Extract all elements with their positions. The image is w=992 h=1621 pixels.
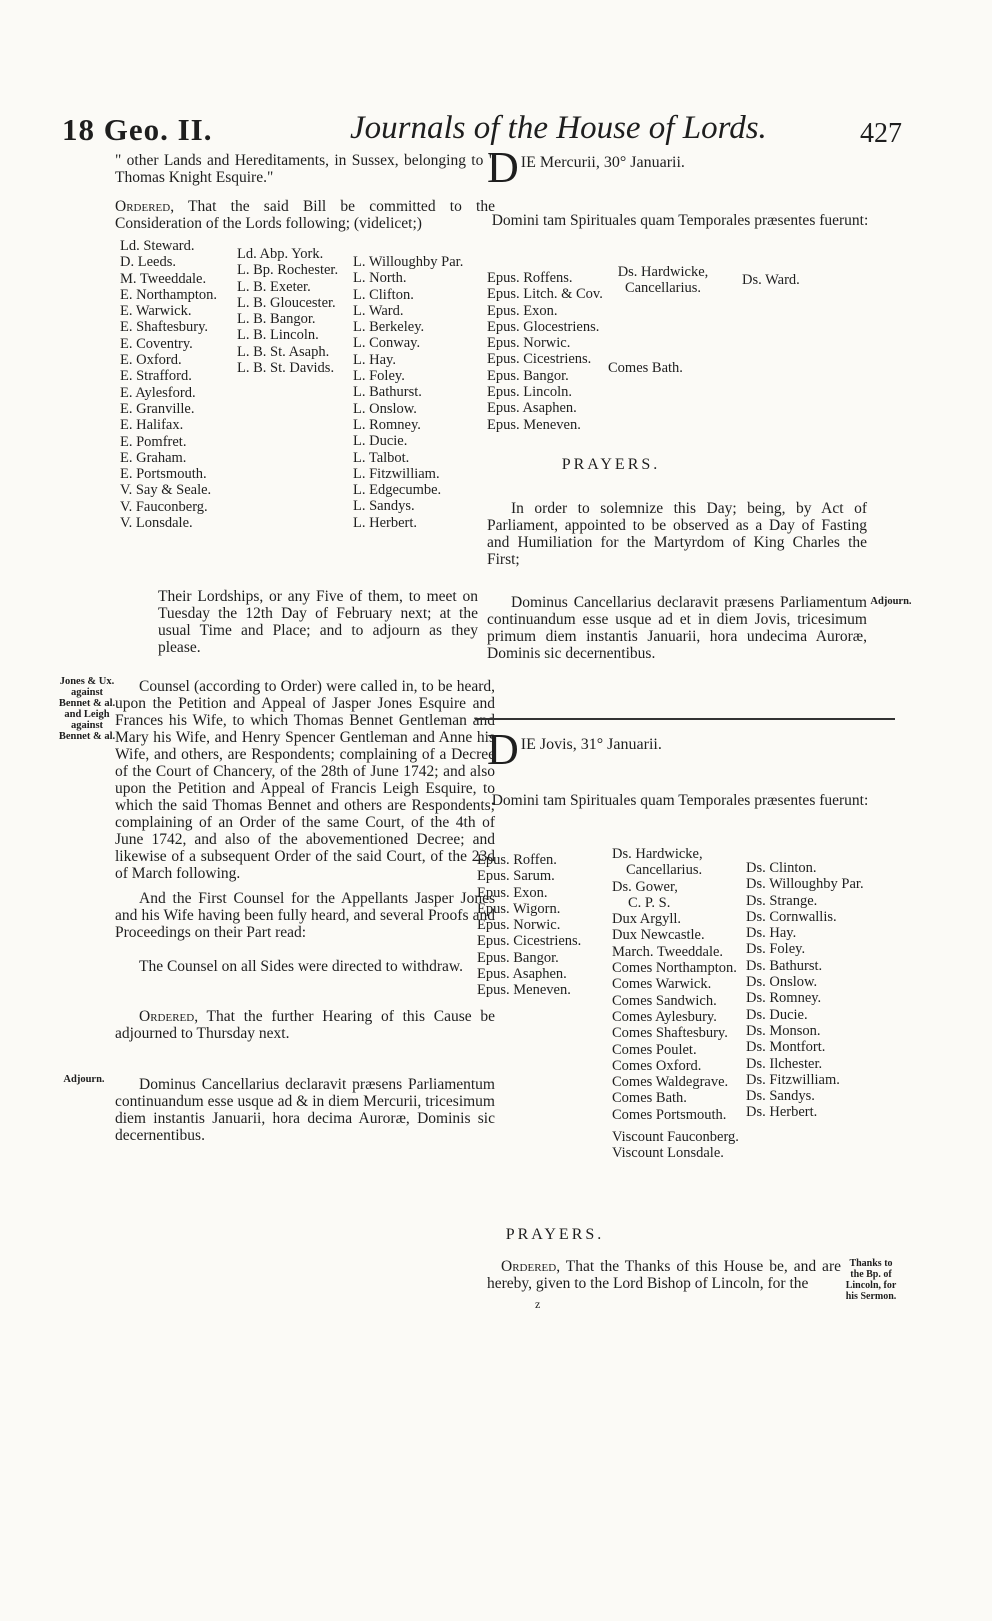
lord-entry: L. Willoughby Par. [353, 254, 464, 270]
attendee-entry: Epus. Roffens. [487, 270, 573, 286]
attendee-entry: Ds. Fitzwilliam. [746, 1071, 840, 1088]
attendee-entry: Ds. Strange. [746, 892, 818, 909]
counsel-paragraph: Counsel (according to Order) were called in, to be heard, upon the Petition and Appeal of Jasper Jones Esquire and Frances his Wife, to which Thomas Bennet Gentleman and Mary his Wife, and Henry Spencer Gentleman and Anne his Wife, and others, are Respondents; complaining of a Decree of the Court of Chancery, of the 28th of June 1742; and also upon the Petition and Appeal of Francis Leigh Esquire, to which the said Thomas Bennet and others are Respondents; complaining of an Order of the same Court, of the 4th of June 1742, and also of the abovementioned Decree; and likewise of a subsequent Order of the said Court, of the 23d of March following. [115, 678, 495, 882]
attendee-entry: Epus. Roffen. [477, 852, 557, 868]
day1-adjournment: Dominus Cancellarius declaravit præsens Parliamentum continuandum esse usque ad et in diem Jovis, tricesimum primum diem instantis Januarii, hora undecima Auroræ, Dominis sic decernentibus. [487, 594, 867, 662]
lord-entry: L. Talbot. [353, 449, 410, 466]
thanks-order-text: That the Thanks of this House be, and are hereby, given to the Lord Bishop of Lincoln, for the [487, 1258, 841, 1292]
attendee-entry: Ds. Clinton. [746, 860, 817, 876]
lord-entry: E. Pomfret. [120, 433, 187, 450]
attendee-entry: Ds. Ducie. [746, 1006, 808, 1023]
lord-entry: E. Aylesford. [120, 384, 196, 401]
attendee-entry: Epus. Wigorn. [477, 900, 561, 917]
attendee-entry: Ds. Hay. [746, 925, 797, 942]
attendee-entry: Epus. Exon. [487, 302, 558, 319]
lord-entry: Ld. Abp. York. [237, 246, 324, 262]
day1-title: IE Mercurii, 30° Januarii. [520, 154, 685, 171]
ordered-word: Ordered, [501, 1258, 561, 1275]
ordered-word: Ordered, [115, 198, 175, 215]
attendee-entry: Dux Newcastle. [612, 927, 705, 944]
lord-entry: E. Shaftesbury. [120, 319, 209, 336]
section-divider [475, 718, 895, 720]
attendee-entry: Ds. Willoughby Par. [746, 876, 864, 893]
day2-dropcap: D [487, 725, 519, 774]
day1-bishops [487, 270, 603, 433]
attendee-entry: Ds. Ward. [742, 272, 800, 288]
attendee-entry: Comes Shaftesbury. [612, 1025, 728, 1042]
day2-heading [487, 725, 867, 774]
header-session: 18 Geo. II. [62, 112, 213, 147]
attendee-entry: Comes Sandwich. [612, 992, 717, 1009]
attendee-entry: C. P. S. [628, 894, 671, 911]
attendee-entry: Ds. Ilchester. [746, 1055, 823, 1072]
attendee-entry: Epus. Norwic. [487, 335, 571, 352]
day1-heading [487, 143, 867, 192]
lords-list-col1 [120, 238, 217, 531]
attendee-entry: Comes Bath. [612, 1090, 687, 1107]
lord-entry: L. Berkeley. [353, 319, 425, 336]
day1-chancellor [608, 264, 718, 297]
attendee-entry: Ds. Onslow. [746, 974, 818, 991]
meeting-instruction: Their Lordships, or any Five of them, to meet on Tuesday the 12th Day of February next; at the usual Time and Place; and to adjourn as they please. [158, 588, 478, 656]
committal-order [115, 198, 495, 232]
lord-entry: L. B. St. Davids. [237, 360, 335, 377]
lord-entry: L. Fitzwilliam. [353, 465, 440, 482]
attendee-entry: Ds. Foley. [746, 941, 806, 958]
attendee-entry: Epus. Meneven. [487, 416, 581, 433]
day1-dropcap: D [487, 143, 519, 192]
attendee-entry: Comes Aylesbury. [612, 1008, 717, 1025]
attendee-entry: Viscount Fauconberg. [612, 1129, 739, 1146]
day2-present: Domini tam Spirituales quam Temporales præsentes fuerunt: [491, 792, 869, 809]
lord-entry: L. Ducie. [353, 433, 408, 450]
lord-entry: L. Edgecumbe. [353, 482, 442, 499]
further-hearing-order [115, 1008, 495, 1042]
attendee-entry: Dux Argyll. [612, 911, 682, 928]
adjournment-paragraph: Dominus Cancellarius declaravit præsens Parliamentum continuandum esse usque ad & in diem Mercurii, tricesimum diem instantis Januarii, hora decima Auroræ, Dominis sic decernentibus. [115, 1076, 495, 1144]
lord-entry: L. Onslow. [353, 400, 417, 417]
attendee-entry: Epus. Lincoln. [487, 384, 572, 401]
attendee-entry: Ds. Hardwicke, [617, 264, 709, 280]
attendee-entry: Epus. Cicestriens. [477, 933, 582, 950]
day2-bishops [477, 852, 581, 999]
lord-entry: L. Herbert. [353, 514, 418, 531]
margin-case-note: Jones & Ux. against Bennet & al. and Leigh against Bennet & al. [58, 676, 116, 742]
attendee-entry: Ds. Gower, [612, 878, 678, 895]
attendee-entry: March. Tweeddale. [612, 943, 724, 960]
lord-entry: L. North. [353, 270, 407, 287]
day2-temporal-lords [612, 846, 739, 1162]
lord-entry: L. B. Gloucester. [237, 294, 336, 311]
attendee-entry: Epus. Meneven. [477, 982, 571, 999]
lord-entry: L. Foley. [353, 368, 405, 385]
signature-mark: z [535, 1297, 541, 1311]
attendee-entry: Epus. Norwic. [477, 917, 561, 934]
attendee-entry: Ds. Monson. [746, 1022, 821, 1039]
attendee-entry: Cancellarius. [624, 280, 702, 297]
attendee-entry: Epus. Exon. [477, 884, 548, 901]
attendee-entry: Epus. Asaphen. [487, 400, 577, 417]
lord-entry: E. Northampton. [120, 286, 218, 303]
withdraw-paragraph: The Counsel on all Sides were directed to withdraw. [139, 958, 463, 975]
lord-entry: V. Say & Seale. [120, 482, 212, 499]
attendee-entry: Comes Northampton. [612, 960, 737, 977]
margin-adjourn-note: Adjourn. [63, 1074, 105, 1085]
lord-entry: E. Warwick. [120, 303, 192, 320]
header-title: Journals of the House of Lords. [350, 110, 767, 146]
lord-entry: E. Coventry. [120, 335, 193, 352]
lord-entry: L. B. Exeter. [237, 278, 311, 295]
page-number: 427 [860, 118, 902, 149]
attendee-entry: Epus. Bangor. [477, 949, 559, 966]
lord-entry: Ld. Steward. [120, 238, 195, 254]
lord-entry: L. B. St. Asaph. [237, 343, 330, 360]
attendee-entry: Viscount Lonsdale. [612, 1145, 724, 1162]
attendee-entry: Comes Waldegrave. [612, 1074, 729, 1091]
attendee-entry: Epus. Cicestriens. [487, 351, 592, 368]
lord-entry: L. Romney. [353, 416, 421, 433]
bill-title-end: " other Lands and Hereditaments, in Sussex, belonging to " Thomas Knight Esquire." [115, 152, 495, 186]
attendee-entry: Ds. Bathurst. [746, 957, 823, 974]
thanks-order [487, 1258, 841, 1292]
lord-entry: E. Graham. [120, 449, 187, 466]
attendee-entry: Ds. Cornwallis. [746, 908, 837, 925]
prayers-heading: PRAYERS. [561, 456, 661, 473]
attendee-entry: Ds. Romney. [746, 990, 822, 1007]
attendee-entry: Comes Portsmouth. [612, 1106, 727, 1123]
lord-entry: E. Granville. [120, 400, 195, 417]
attendee-entry: Ds. Montfort. [746, 1039, 826, 1056]
margin-thanks-note: Thanks to the Bp. of Lincoln, for his Sermon. [845, 1258, 897, 1302]
attendee-entry: Epus. Glocestriens. [487, 318, 600, 335]
attendee-entry: Epus. Asaphen. [477, 966, 567, 983]
lord-entry: L. B. Lincoln. [237, 327, 319, 344]
day2-title: IE Jovis, 31° Januarii. [520, 736, 662, 753]
lord-entry: L. Conway. [353, 335, 421, 352]
attendee-entry: Ds. Sandys. [746, 1088, 815, 1105]
attendee-entry: Comes Poulet. [612, 1041, 697, 1058]
attendee-entry: Cancellarius. [626, 862, 703, 879]
lord-entry: D. Leeds. [120, 254, 176, 271]
attendee-entry: Ds. Herbert. [746, 1104, 818, 1121]
lord-entry: V. Fauconberg. [120, 498, 208, 515]
attendee-entry: Epus. Sarum. [477, 868, 555, 885]
lord-entry: L. Clifton. [353, 286, 414, 303]
attendee-entry: Comes Warwick. [612, 976, 712, 993]
attendee-entry: Epus. Litch. & Cov. [487, 286, 603, 303]
committal-order-text: That the said Bill be committed to the Consideration of the Lords following; (videlicet;) [115, 198, 495, 232]
lord-entry: L. B. Bangor. [237, 311, 316, 328]
attendee-entry: Epus. Bangor. [487, 367, 569, 384]
lords-list-col2 [237, 246, 338, 376]
lord-entry: M. Tweeddale. [120, 270, 207, 287]
day2-barons [746, 860, 864, 1121]
lord-entry: L. Ward. [353, 302, 404, 319]
lords-list-col3 [353, 254, 463, 531]
lord-entry: V. Lonsdale. [120, 515, 193, 532]
lord-entry: L. Bathurst. [353, 384, 422, 401]
lord-entry: E. Portsmouth. [120, 466, 207, 483]
attendee-entry: Comes Oxford. [612, 1057, 702, 1074]
lord-entry: E. Oxford. [120, 352, 182, 369]
lord-entry: L. Sandys. [353, 498, 415, 515]
attendee-entry: Ds. Hardwicke, [612, 846, 703, 862]
further-hearing-text: That the further Hearing of this Cause be adjourned to Thursday next. [115, 1008, 495, 1042]
lord-entry: L. Hay. [353, 351, 396, 368]
day1-present: Domini tam Spirituales quam Temporales præsentes fuerunt: [491, 212, 869, 229]
ordered-word: Ordered, [139, 1008, 199, 1025]
lord-entry: L. Bp. Rochester. [237, 262, 339, 279]
solemnize-paragraph: In order to solemnize this Day; being, by Act of Parliament, appointed to be observed as a Day of Fasting and Humiliation for the Martyrdom of King Charles the First; [487, 500, 867, 568]
attendee-entry: Comes Bath. [608, 360, 683, 376]
margin-adjourn-note: Adjourn. [870, 596, 912, 607]
first-counsel-paragraph: And the First Counsel for the Appellants Jasper Jones and his Wife having been fully heard, and several Proofs and Proceedings on their Part read: [115, 890, 495, 941]
lord-entry: E. Strafford. [120, 368, 192, 385]
lord-entry: E. Halifax. [120, 417, 184, 434]
prayers-heading: PRAYERS. [505, 1226, 605, 1243]
